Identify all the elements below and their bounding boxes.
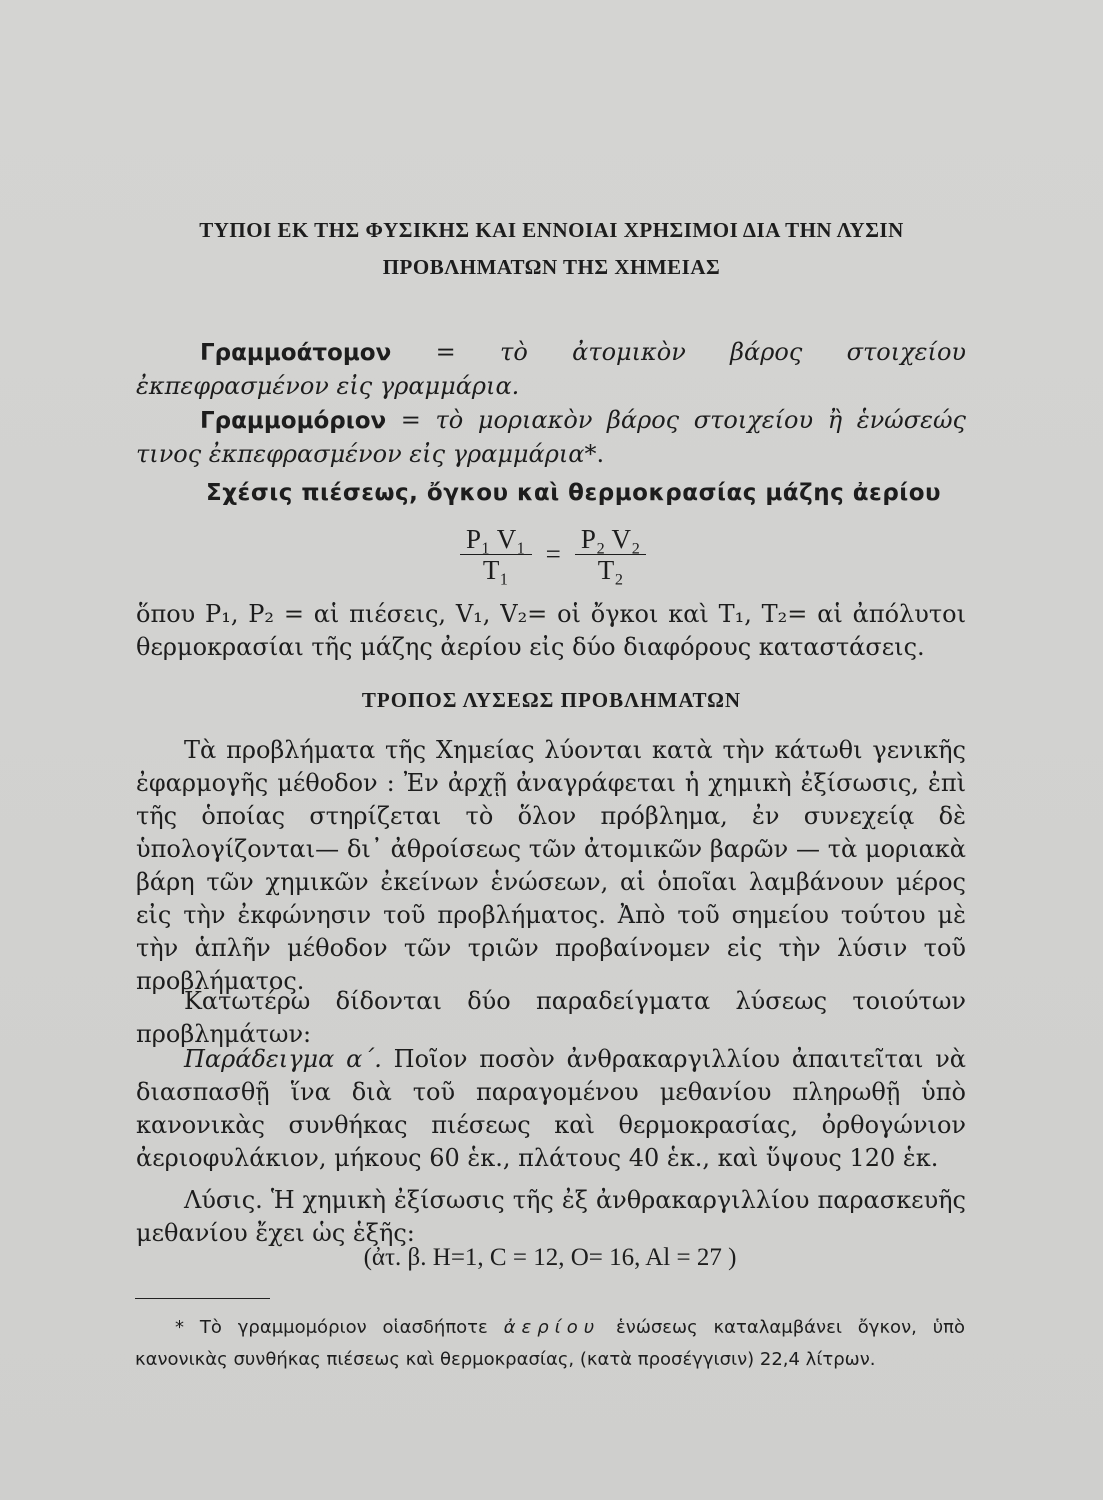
gas-law-formula (460, 524, 646, 585)
footnote-spaced-word: ἀερίου (503, 1317, 601, 1338)
definition-gram-atom (136, 336, 966, 403)
solution-text: Ἡ χημικὴ ἐξίσωσις τῆς ἐξ ἀνθρακαργιλλίου παρασκευῆς μεθανίου ἔχει ὡς ἑξῆς: (136, 1186, 966, 1247)
formula-left-denominator: T₁ (482, 555, 509, 585)
footnote-part-1: * Τὸ γραμμομόριον οἱασδήποτε (175, 1317, 504, 1338)
formula-right-numerator: P₂ V₂ (575, 524, 647, 555)
definition-gram-molecule-text: = τὸ μοριακὸν βάρος στοιχείου ἢ ἑνώσεώς τινος ἐκπεφρασμένον εἰς γραμμάρια (136, 406, 966, 468)
example-text: Ποῖον ποσὸν ἀνθρακαργιλλίου ἀπαιτεῖται νὰ διασπασθῇ ἵνα διὰ τοῦ παραγομένου μεθανίου πληρωθῇ ὑπὸ κανονικὰς συνθήκας πιέσεως καὶ θερμοκρασίας, ὀρθογώνιον ἀεριοφυλάκιον, μήκους 60 ἑκ., πλάτους 40 ἑκ., καὶ ὕψους 120 ἑκ. (136, 1045, 966, 1172)
formula-left-numerator: P₁ V₁ (460, 524, 532, 555)
footnote-part-2: ἑνώσεως καταλαμβάνει ὄγκον, ὑπὸ κανονικὰς συνθήκας πιέσεως καὶ θερμοκρασίας, (κατὰ προσέγγισιν) 22,4 λίτρων. (135, 1317, 965, 1370)
footnote (135, 1312, 965, 1376)
footnote-divider (135, 1298, 270, 1299)
solution-label: Λύσις. (184, 1186, 263, 1214)
page-title (100, 212, 1003, 286)
examples-intro: Κατωτέρω δίδονται δύο παραδείγματα λύσεως τοιούτων προβλημάτων: (136, 987, 966, 1048)
formula-right-denominator: T₂ (597, 555, 624, 585)
definition-gram-molecule (136, 404, 966, 471)
section-heading: ΤΡΟΠΟΣ ΛΥΣΕΩΣ ΠΡΟΒΛΗΜΑΤΩΝ (361, 688, 742, 712)
title-line-2: ΠΡΟΒΛΗΜΑΤΩΝ ΤΗΣ ΧΗΜΕΙΑΣ (382, 255, 721, 279)
formula-right-fraction (575, 524, 647, 585)
formula-equals: = (545, 539, 561, 569)
atomic-weights: (ἀτ. β. H=1, C = 12, O= 16, Al = 27 ) (363, 1244, 737, 1271)
example-label: Παράδειγμα α΄. (184, 1045, 382, 1073)
term-gram-atom: Γραμμοάτομον (200, 340, 392, 366)
footnote-marker: *. (584, 440, 605, 468)
formula-left-fraction (460, 524, 532, 585)
method-paragraph: Τὰ προβλήματα τῆς Χημείας λύονται κατὰ τὴν κάτωθι γενικῆς ἐφαρμογῆς μέθοδον : Ἐν ἀρχῇ ἀναγράφεται ἡ χημικὴ ἐξίσωσις, ἐπὶ τῆς ὁποίας στηρίζεται τὸ ὅλον πρόβλημα, ἐν συνεχείᾳ δὲ ὑπολογίζονται— δι᾽ ἀθροίσεως τῶν ἀτομικῶν βαρῶν — τὰ μοριακὰ βάρη τῶν χημικῶν ἐκείνων ἑνώσεων, αἱ ὁποῖαι λαμβάνουν μέρος εἰς τὴν ἐκφώνησιν τοῦ προβλήματος. Ἀπὸ τοῦ σημείου τούτου μὲ τὴν ἁπλῆν μέθοδον τῶν τριῶν προβαίνομεν εἰς τὴν λύσιν τοῦ προβλήματος. (136, 736, 966, 995)
relation-heading: Σχέσις πιέσεως, ὄγκου καὶ θερμοκρασίας μάζης ἀερίου (206, 480, 942, 506)
solution-paragraph (136, 1184, 966, 1250)
title-line-1: ΤΥΠΟΙ ΕΚ ΤΗΣ ΦΥΣΙΚΗΣ ΚΑΙ ΕΝΝΟΙΑΙ ΧΡΗΣΙΜΟΙ ΔΙΑ ΤΗΝ ΛΥΣΙΝ (199, 218, 904, 242)
term-gram-molecule: Γραμμομόριον (200, 408, 387, 434)
example-paragraph (136, 1043, 966, 1175)
definition-gram-atom-text: = τὸ ἀτομικὸν βάρος στοιχείου ἐκπεφρασμένον εἰς γραμμάρια. (136, 338, 966, 400)
footnote-text (135, 1312, 965, 1376)
formula-explanation: ὅπου P₁, P₂ = αἱ πιέσεις, V₁, V₂= οἱ ὄγκοι καὶ T₁, T₂= αἱ ἀπόλυτοι θερμοκρασίαι τῆς μάζης ἀερίου εἰς δύο διαφόρους καταστάσεις. (136, 600, 966, 661)
